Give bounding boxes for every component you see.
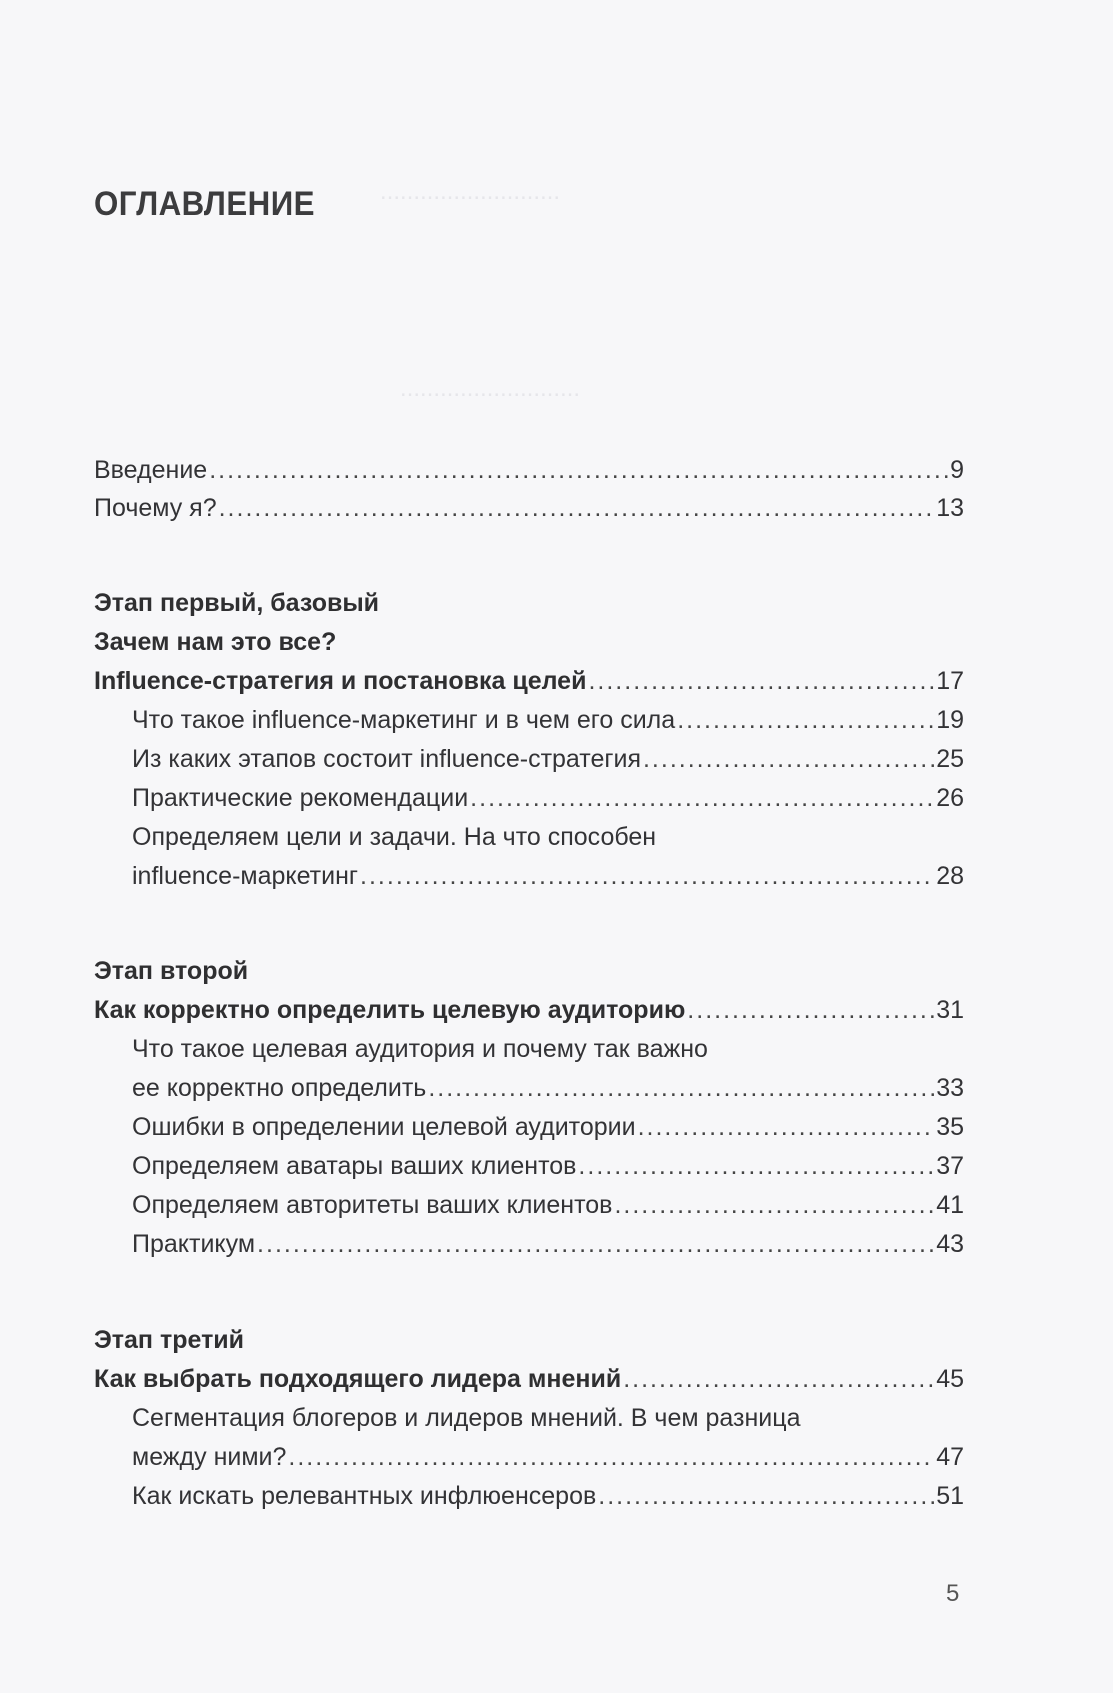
leader-dots [677,702,934,738]
leader-dots [209,452,948,488]
toc-entry-page: 17 [936,667,964,695]
toc-section[interactable] [132,780,964,816]
leader-dots [598,1478,934,1514]
toc-entry-page: 41 [936,1191,964,1219]
leader-dots [219,490,935,526]
toc-entry-label: Как искать релевантных инфлюенсеров [132,1482,597,1510]
leader-dots [614,1187,934,1223]
toc-section[interactable] [132,1439,964,1475]
toc-entry-page: 51 [936,1482,964,1510]
toc-entry-label: Почему я? [94,494,217,522]
toc-section-first-line: Что такое целевая аудитория и почему так важно [132,1035,708,1063]
toc-section[interactable] [132,1478,964,1514]
leader-dots [623,1361,934,1397]
show-through-text: ........................... [380,178,561,205]
leader-dots [428,1070,934,1106]
stage-subtitle: Зачем нам это все? [94,628,337,656]
toc-entry-page: 37 [936,1152,964,1180]
toc-section[interactable] [132,741,964,777]
toc-section[interactable] [132,1226,964,1262]
leader-dots [470,780,934,816]
toc-entry-page: 43 [936,1230,964,1258]
toc-entry-page: 33 [936,1074,964,1102]
toc-entry-label: Практикум [132,1230,256,1258]
stage-heading: Этап второй [94,957,249,985]
toc-entry-label: Что такое influence-маркетинг и в чем его сила [132,706,676,734]
leader-dots [257,1226,934,1262]
toc-entry-label: Influence-стратегия и постановка целей [94,667,587,695]
leader-dots [638,1109,935,1145]
leader-dots [687,992,934,1028]
stage-heading: Этап первый, базовый [94,589,380,617]
toc-entry-label: influence-маркетинг [132,862,359,890]
toc-entry-introduction[interactable] [94,452,964,488]
page-title: ОГЛАВЛЕНИЕ [94,184,315,223]
toc-entry-page: 28 [936,862,964,890]
toc-entry-label: Определяем аватары ваших клиентов [132,1152,577,1180]
leader-dots [360,858,934,894]
toc-entry-label: ее корректно определить [132,1074,427,1102]
toc-entry-label: Как корректно определить целевую аудиторию [94,996,686,1024]
toc-entry-label: Из каких этапов состоит influence-стратегия [132,745,641,773]
stage-heading: Этап третий [94,1326,245,1354]
show-through-text: ........................... [400,375,581,402]
toc-entry-page: 19 [936,706,964,734]
toc-section[interactable] [132,1187,964,1223]
toc-section[interactable] [132,1109,964,1145]
toc-entry-page: 47 [936,1443,964,1471]
toc-entry-page: 26 [936,784,964,812]
toc-section[interactable] [132,702,964,738]
toc-entry-page: 35 [936,1113,964,1141]
toc-entry-label: между ними? [132,1443,287,1471]
toc-entry-label: Практические рекомендации [132,784,469,812]
leader-dots [578,1148,934,1184]
toc-section[interactable] [132,858,964,894]
toc-entry-page: 13 [936,494,964,522]
toc-section[interactable] [132,1070,964,1106]
toc-entry-page: 45 [936,1365,964,1393]
toc-section-first-line: Сегментация блогеров и лидеров мнений. В чем разница [132,1404,801,1432]
toc-entry-label: Определяем авторитеты ваших клиентов [132,1191,613,1219]
toc-entry-label: Ошибки в определении целевой аудитории [132,1113,636,1141]
toc-entry-page: 25 [936,745,964,773]
toc-entry-page: 31 [936,996,964,1024]
leader-dots [643,741,934,777]
leader-dots [288,1439,934,1475]
toc-entry-why-me[interactable] [94,490,964,526]
toc-chapter[interactable] [94,663,964,699]
page-number: 5 [946,1580,960,1607]
toc-entry-label: Как выбрать подходящего лидера мнений [94,1365,622,1393]
leader-dots [588,663,934,699]
toc-chapter[interactable] [94,1361,964,1397]
toc-entry-page: 9 [950,456,964,484]
toc-entry-label: Введение [94,456,208,484]
toc-section-first-line: Определяем цели и задачи. На что способен [132,823,657,851]
toc-chapter[interactable] [94,992,964,1028]
toc-section[interactable] [132,1148,964,1184]
